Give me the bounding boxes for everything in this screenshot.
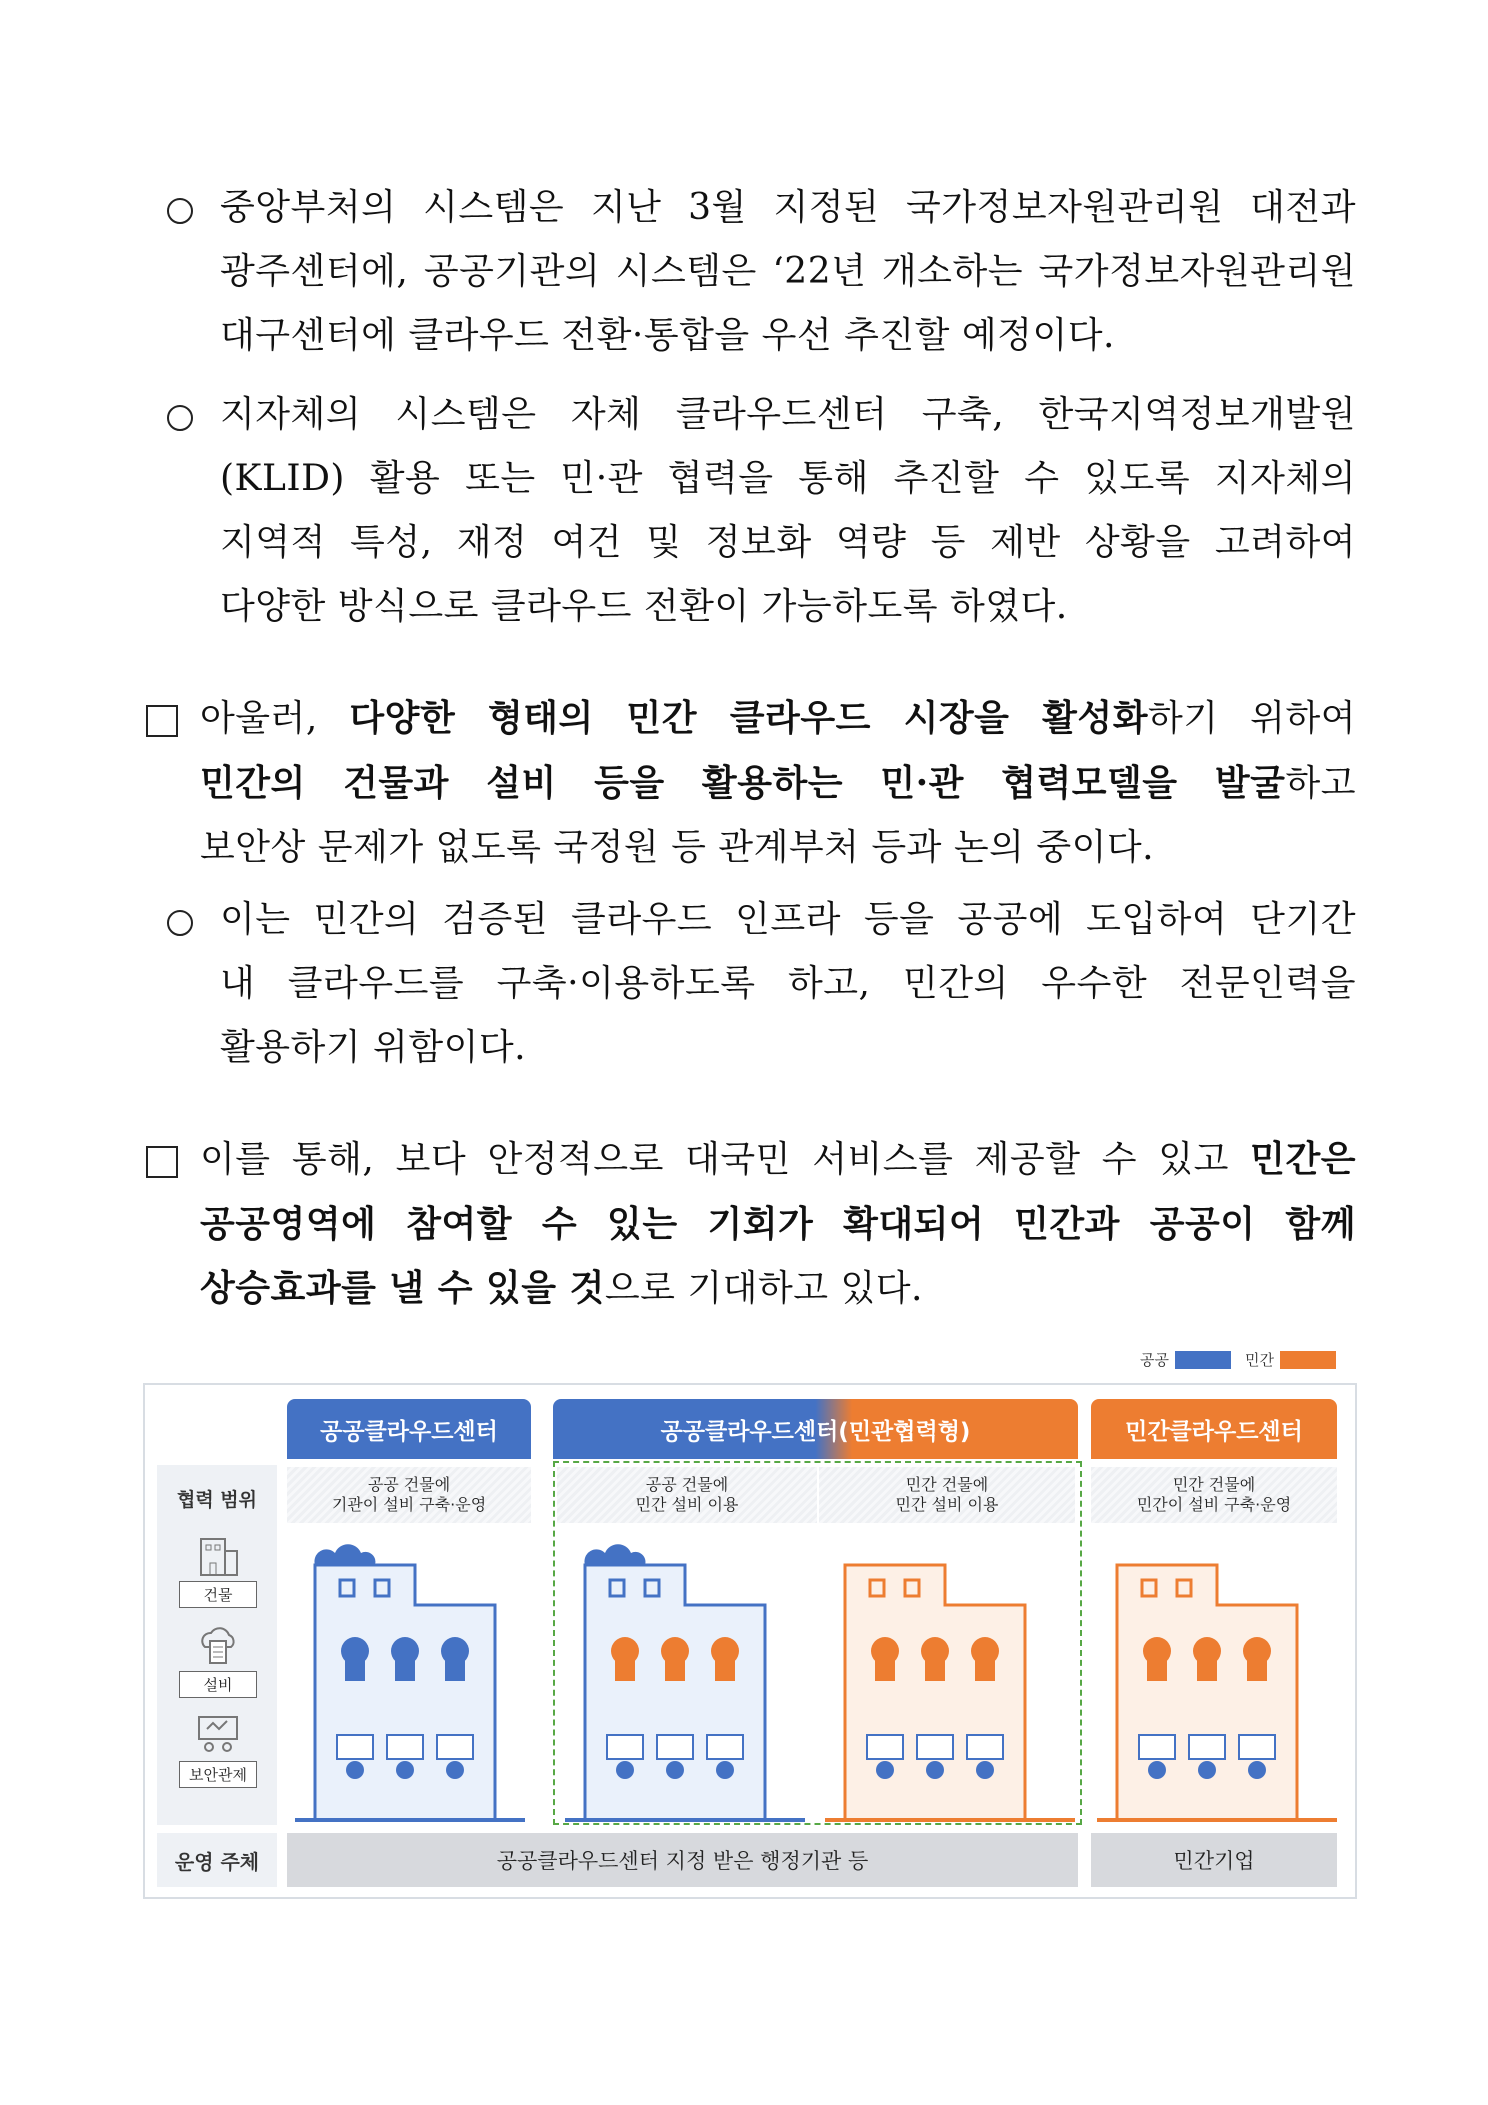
scope-tag-building: 건물	[179, 1581, 257, 1608]
text-line: 이는 민간의 검증된 클라우드 인프라 등을 공공에 도입하여 단기간	[220, 899, 1356, 940]
text-run-bold: 민간은	[1250, 1138, 1356, 1180]
legend-public-swatch	[1175, 1351, 1231, 1369]
desc-line: 공공 건물에	[645, 1475, 729, 1494]
column-header-private: 민간클라우드센터	[1091, 1399, 1337, 1459]
desc-line: 민간 설비 이용	[635, 1495, 739, 1514]
desc-line: 공공 건물에	[367, 1475, 451, 1494]
desc-public	[287, 1467, 531, 1523]
text-line: 중앙부처의 시스템은 지난 3월 지정된 국가정보자원관리원 대전과	[220, 187, 1356, 228]
legend-public-label: 공공	[1140, 1351, 1169, 1369]
scope-item-security	[179, 1715, 257, 1788]
text-line	[200, 751, 1356, 816]
text-run: 하기 위하여	[1147, 698, 1356, 739]
cloud-center-diagram	[143, 1383, 1357, 1899]
scope-label: 협력 범위	[176, 1489, 258, 1511]
paragraph-local-governments	[220, 383, 1356, 639]
bullet-circle-icon	[167, 405, 193, 431]
text-line: 보안상 문제가 없도록 국정원 등 관계부처 등과 논의 중이다.	[200, 827, 1155, 868]
text-run: 하고	[1285, 763, 1356, 804]
desc-line: 민간 건물에	[905, 1475, 989, 1494]
text-line	[200, 1256, 1356, 1321]
building-private-center	[1097, 1525, 1337, 1825]
text-line: 지자체의 시스템은 자체 클라우드센터 구축, 한국지역정보개발원	[220, 394, 1356, 435]
text-run: 이를 통해, 보다 안정적으로 대국민 서비스를 제공할 수 있고	[200, 1139, 1251, 1180]
figure-legend	[1140, 1349, 1344, 1370]
security-monitoring-icon	[195, 1715, 241, 1757]
bullet-box-icon	[146, 1146, 178, 1178]
desc-partnership-public-building	[557, 1467, 817, 1523]
cloud-server-icon	[195, 1625, 241, 1667]
bullet-circle-icon	[167, 910, 193, 936]
text-line: 대구센터에 클라우드 전환·통합을 우선 추진할 예정이다.	[220, 315, 1115, 356]
building-public-center	[295, 1525, 525, 1825]
text-line: 다양한 방식으로 클라우드 전환이 가능하도록 하였다.	[220, 586, 1068, 627]
text-line: 활용하기 위함이다.	[220, 1027, 527, 1068]
operator-label: 운영 주체	[157, 1833, 277, 1887]
building-partnership-public	[565, 1525, 805, 1825]
legend-private-swatch	[1280, 1351, 1336, 1369]
bullet-circle-icon	[167, 198, 193, 224]
text-run-bold: 상승효과를 낼 수 있을 것	[200, 1267, 605, 1309]
text-run-bold: 다양한 형태의 민간 클라우드 시장을 활성화	[349, 697, 1148, 739]
column-header-public: 공공클라우드센터	[287, 1399, 531, 1459]
text-run: 으로 기대하고 있다.	[604, 1268, 923, 1309]
paragraph-central-ministries	[220, 176, 1356, 368]
desc-line: 기관이 설비 구축·운영	[331, 1495, 487, 1514]
desc-line: 민간이 설비 구축·운영	[1136, 1495, 1292, 1514]
paragraph-private-infra	[220, 888, 1356, 1080]
text-line-bold: 공공영역에 참여할 수 있는 기회가 확대되어 민간과 공공이 함께	[200, 1203, 1356, 1245]
text-line: 지역적 특성, 재정 여건 및 정보화 역량 등 제반 상황을 고려하여	[220, 522, 1356, 563]
text-line: 내 클라우드를 구축·이용하도록 하고, 민간의 우수한 전문인력을	[220, 963, 1356, 1004]
text-line	[200, 1127, 1356, 1192]
scope-tag-security: 보안관제	[179, 1761, 257, 1788]
text-line	[200, 686, 1356, 751]
building-icon	[195, 1535, 241, 1577]
legend-private-label: 민간	[1244, 1351, 1274, 1369]
text-line: 광주센터에, 공공기관의 시스템은 ‘22년 개소하는 국가정보자원관리원	[220, 251, 1356, 292]
desc-line: 민간 건물에	[1172, 1475, 1256, 1494]
text-run-bold: 민간의 건물과 설비 등을 활용하는 민·관 협력모델을 발굴	[200, 762, 1286, 804]
desc-line: 민간 설비 이용	[895, 1495, 999, 1514]
text-run: 아울러,	[200, 698, 350, 739]
operator-public: 공공클라우드센터 지정 받은 행정기관 등	[287, 1833, 1078, 1887]
cooperation-scope-panel	[157, 1465, 277, 1825]
scope-item-equipment	[179, 1625, 257, 1698]
desc-partnership-private-building	[819, 1467, 1075, 1523]
paragraph-private-cloud	[200, 686, 1356, 880]
desc-private	[1091, 1467, 1337, 1523]
operator-private: 민간기업	[1091, 1833, 1337, 1887]
building-partnership-private	[825, 1525, 1075, 1825]
text-line: (KLID) 활용 또는 민·관 협력을 통해 추진할 수 있도록 지자체의	[220, 458, 1356, 499]
column-header-partnership: 공공클라우드센터(민관협력형)	[553, 1399, 1078, 1459]
scope-item-building	[179, 1535, 257, 1608]
scope-tag-equipment: 설비	[179, 1671, 257, 1698]
bullet-box-icon	[146, 705, 178, 737]
paragraph-synergy	[200, 1127, 1356, 1321]
